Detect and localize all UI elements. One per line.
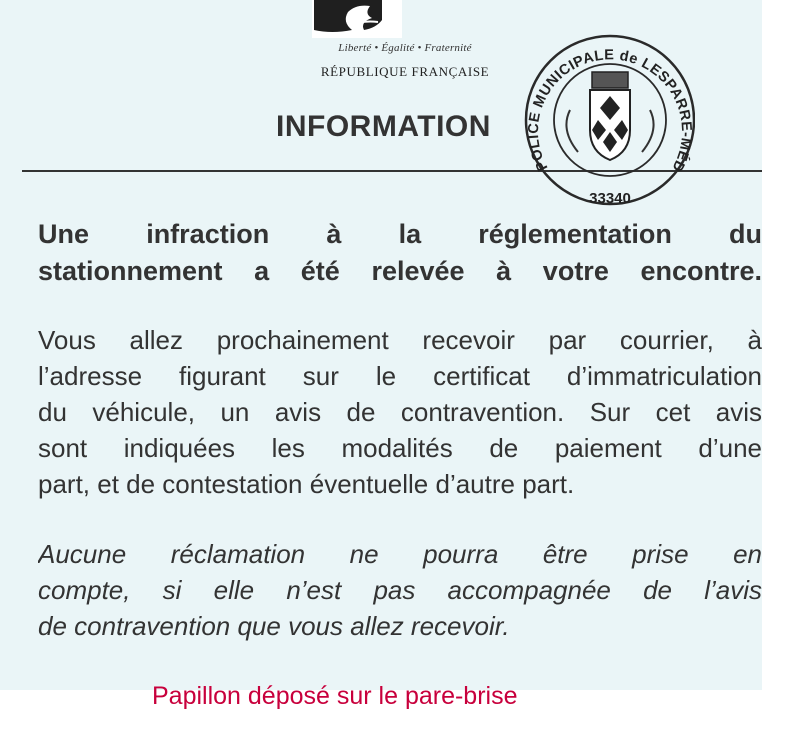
paragraph-line: du véhicule, un avis de contravention. Sur cet avis <box>38 397 762 427</box>
paragraph-line: Vous allez prochainement recevoir par courrier, à <box>38 325 762 355</box>
paragraph-line: part, et de contestation éventuelle d’autre part. <box>38 469 575 499</box>
lead-line: Une infraction à la réglementation du <box>38 219 762 249</box>
image-caption: Papillon déposé sur le pare-brise <box>152 682 518 710</box>
notice-paragraph <box>38 322 762 502</box>
paragraph-line: sont indiquées les modalités de paiement d’une <box>38 433 762 463</box>
stamp-ring-text: POLICE MUNICIPALE de LESPARRE-MÉD <box>525 47 695 175</box>
note-line: compte, si elle n’est pas accompagnée de l’avis <box>38 575 762 605</box>
republic-motto: Liberté • Égalité • Fraternité <box>338 42 472 54</box>
note-line: Aucune réclamation ne pourra être prise en <box>38 539 762 569</box>
complaint-note <box>38 536 762 644</box>
marianne-logo-icon <box>312 0 402 38</box>
stamp-postcode: 33340 <box>589 190 631 207</box>
infraction-heading <box>38 216 762 290</box>
lead-line: stationnement a été relevée à votre encontre. <box>38 256 762 286</box>
paragraph-line: l’adresse figurant sur le certificat d’immatriculation <box>38 361 762 391</box>
police-stamp <box>520 20 695 210</box>
republic-name: RÉPUBLIQUE FRANÇAISE <box>320 64 490 79</box>
page-title: INFORMATION <box>276 110 491 143</box>
note-line: de contravention que vous allez recevoir. <box>38 611 510 641</box>
page-margin <box>762 0 800 690</box>
